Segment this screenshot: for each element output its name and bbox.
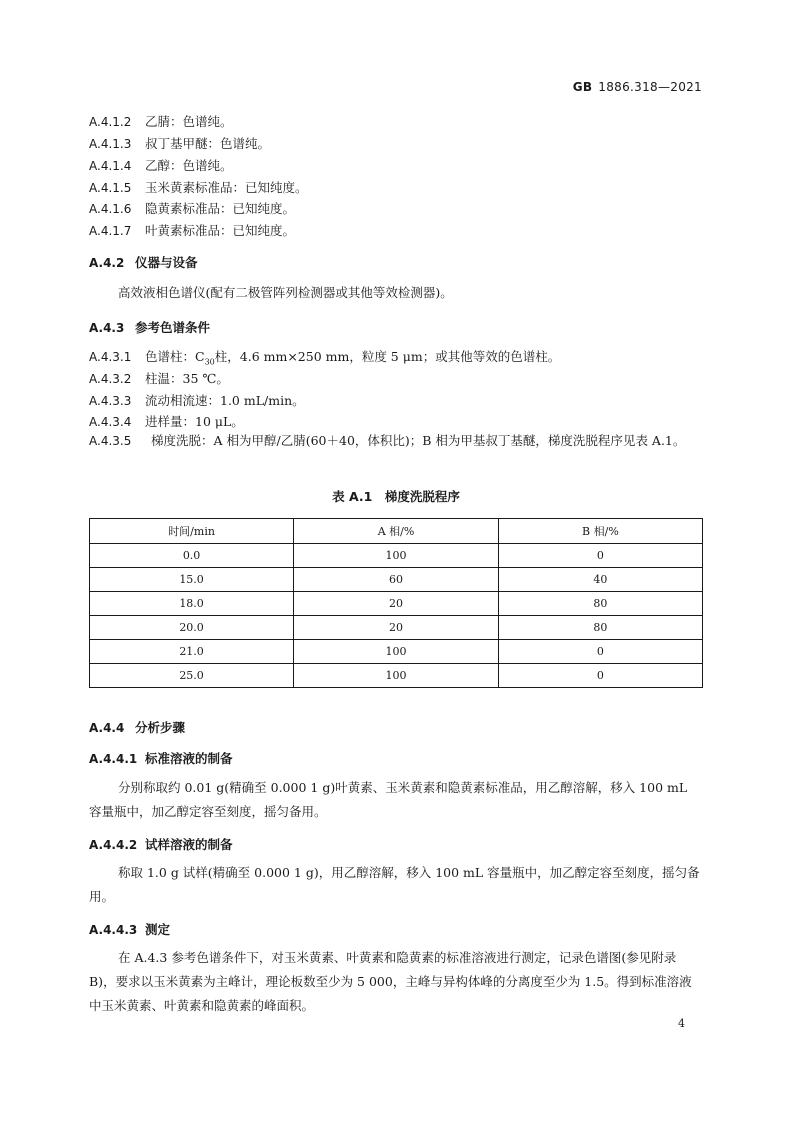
reagent-item [89, 112, 233, 130]
clause-number: A.4.3.4 [89, 415, 132, 429]
table-cell: 0 [498, 544, 702, 568]
clause-subscript: 30 [204, 357, 215, 367]
clause-text: 进样量：10 μL。 [145, 414, 244, 429]
clause-text: 隐黄素标准品：已知纯度。 [145, 201, 296, 216]
clause-text: 流动相流速：1.0 mL/min。 [145, 393, 305, 408]
column-header: 时间/min [90, 519, 294, 544]
table-cell: 80 [498, 616, 702, 640]
clause-number: A.4.1.2 [89, 115, 132, 129]
reagent-item [89, 221, 295, 239]
clause-number: A.4.3.2 [89, 372, 132, 386]
condition-column [89, 347, 560, 367]
section-number: A.4.3 [89, 321, 125, 335]
table-cell: 40 [498, 568, 702, 592]
clause-number: A.4.4.2 [89, 838, 138, 852]
clause-title: 标准溶液的制备 [145, 751, 233, 766]
page-number: 4 [678, 1017, 685, 1030]
section-heading-instruments [89, 253, 198, 271]
reagent-item [89, 178, 308, 196]
table-cell: 15.0 [90, 568, 294, 592]
table-cell: 0 [498, 664, 702, 688]
subsection-heading-standard-solution [89, 749, 233, 767]
table-cell: 80 [498, 592, 702, 616]
condition-temperature [89, 369, 229, 387]
clause-number: A.4.1.6 [89, 202, 132, 216]
table-cell: 0 [498, 640, 702, 664]
condition-injection [89, 412, 244, 430]
section-heading-analysis [89, 718, 185, 736]
clause-text-pre: 色谱柱：C [145, 349, 205, 364]
column-header: B 相/% [498, 519, 702, 544]
clause-number: A.4.1.4 [89, 159, 132, 173]
table-cell: 20.0 [90, 616, 294, 640]
standard-id [573, 80, 702, 94]
table-cell: 100 [294, 544, 499, 568]
clause-number: A.4.1.7 [89, 224, 132, 238]
table-title: 表 A.1 梯度洗脱程序 [332, 489, 460, 504]
column-header: A 相/% [294, 519, 499, 544]
reagent-item [89, 199, 295, 217]
section-number: A.4.2 [89, 256, 125, 270]
section-title: 分析步骤 [135, 720, 186, 735]
clause-number: A.4.4.3 [89, 923, 138, 937]
clause-text: 梯度洗脱：A 相为甲醇/乙腈(60＋40，体积比)；B 相为甲基叔丁基醚，梯度洗脱程序见表 A.1。 [151, 433, 686, 448]
section-title: 参考色谱条件 [135, 320, 211, 335]
clause-number: A.4.3.3 [89, 394, 132, 408]
clause-title: 测定 [145, 922, 171, 937]
clause-number: A.4.4.1 [89, 752, 138, 766]
subsection-heading-determination [89, 920, 170, 938]
clause-number: A.4.3.1 [89, 350, 132, 364]
clause-text: 乙醇：色谱纯。 [145, 158, 233, 173]
section-number: A.4.4 [89, 721, 125, 735]
table-cell: 25.0 [90, 664, 294, 688]
standard-prefix: GB [572, 80, 593, 94]
table-cell: 21.0 [90, 640, 294, 664]
table-row [90, 544, 703, 568]
clause-number: A.4.1.5 [89, 181, 132, 195]
table-cell: 100 [294, 664, 499, 688]
clause-text: 玉米黄素标准品：已知纯度。 [145, 180, 308, 195]
table-cell: 20 [294, 616, 499, 640]
table-cell: 100 [294, 640, 499, 664]
table-row [90, 592, 703, 616]
section-title: 仪器与设备 [135, 255, 198, 270]
table-cell: 20 [294, 592, 499, 616]
table-row [90, 568, 703, 592]
condition-gradient [89, 429, 703, 453]
sample-solution-paragraph: 称取 1.0 g 试样(精确至 0.000 1 g)，用乙醇溶解，移入 100 mL 容量瓶中，加乙醇定容至刻度，摇匀备用。 [89, 865, 700, 904]
clause-number: A.4.3.5 [89, 434, 132, 448]
table-cell: 18.0 [90, 592, 294, 616]
standard-number: 1886.318—2021 [598, 80, 702, 94]
table-header-row [90, 519, 703, 544]
section-heading-conditions [89, 318, 210, 336]
table-cell: 0.0 [90, 544, 294, 568]
determination-paragraph: 在 A.4.3 参考色谱条件下，对玉米黄素、叶黄素和隐黄素的标准溶液进行测定，记录色谱图(参见附录 B)，要求以玉米黄素为主峰计，理论板数至少为 5 000，主峰与异构体峰的分离度至少为 1.5。得到标准溶液中玉米黄素、叶黄素和隐黄素的峰面积。 [89, 950, 692, 1013]
table-cell: 60 [294, 568, 499, 592]
subsection-heading-sample-solution [89, 835, 233, 853]
instruments-paragraph: 高效液相色谱仪(配有二极管阵列检测器或其他等效检测器)。 [118, 285, 453, 300]
clause-text: 乙腈：色谱纯。 [145, 114, 233, 129]
standard-solution-paragraph: 分别称取约 0.01 g(精确至 0.000 1 g)叶黄素、玉米黄素和隐黄素标准品，用乙醇溶解，移入 100 mL 容量瓶中，加乙醇定容至刻度，摇匀备用。 [89, 780, 688, 819]
clause-text-post: 柱，4.6 mm×250 mm，粒度 5 μm；或其他等效的色谱柱。 [214, 349, 561, 364]
clause-text: 柱温：35 ℃。 [145, 371, 229, 386]
clause-text: 叶黄素标准品：已知纯度。 [145, 223, 296, 238]
gradient-table [89, 518, 703, 688]
reagent-item [89, 156, 233, 174]
reagent-item [89, 134, 270, 152]
condition-flow-rate [89, 391, 305, 409]
clause-title: 试样溶液的制备 [145, 837, 233, 852]
table-row [90, 664, 703, 688]
table-row [90, 640, 703, 664]
clause-text: 叔丁基甲醚：色谱纯。 [145, 136, 271, 151]
clause-number: A.4.1.3 [89, 137, 132, 151]
table-row [90, 616, 703, 640]
